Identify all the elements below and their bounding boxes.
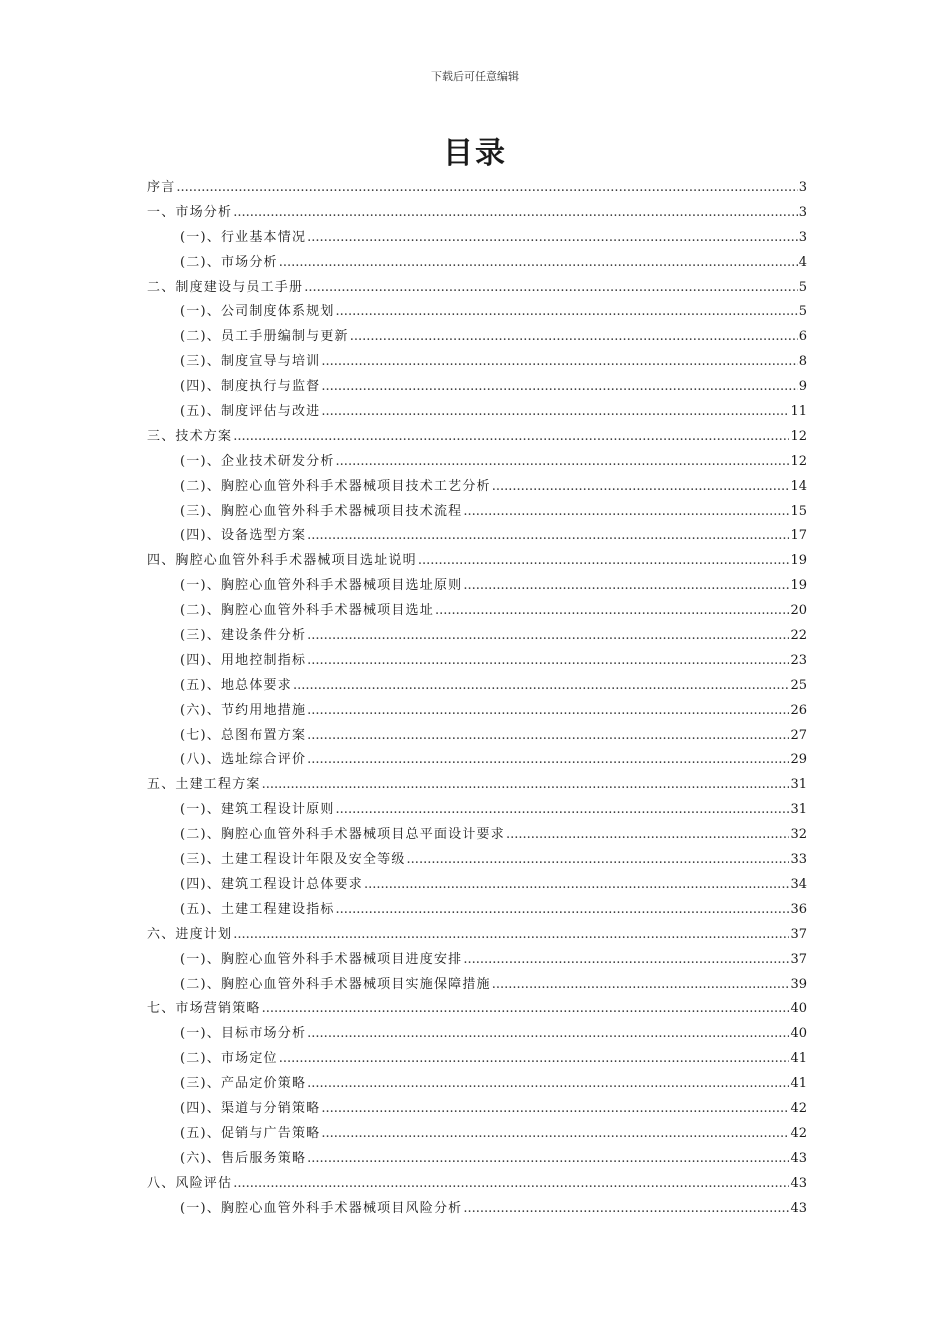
toc-entry-page-number: 26: [790, 702, 807, 718]
toc-entry-label: (三)、胸腔心血管外科手术器械项目技术流程: [180, 503, 463, 519]
toc-dot-leader: [307, 624, 789, 649]
toc-entry[interactable]: [147, 1072, 807, 1097]
toc-entry[interactable]: [147, 923, 807, 948]
toc-entry-page-number: 33: [790, 852, 807, 868]
toc-entry-label: (四)、建筑工程设计总体要求: [180, 876, 363, 892]
toc-dot-leader: [435, 599, 790, 624]
toc-dot-leader: [418, 549, 790, 574]
toc-entry-label: (一)、企业技术研发分析: [180, 453, 335, 469]
toc-entry[interactable]: [147, 624, 807, 649]
toc-dot-leader: [307, 724, 789, 749]
toc-dot-leader: [492, 475, 790, 500]
toc-entry[interactable]: [147, 748, 807, 773]
toc-dot-leader: [307, 226, 798, 251]
toc-entry[interactable]: [147, 973, 807, 998]
toc-entry-label: (二)、员工手册编制与更新: [180, 329, 349, 345]
toc-entry[interactable]: [147, 450, 807, 475]
toc-entry-label: (五)、制度评估与改进: [180, 404, 321, 420]
toc-entry-page-number: 41: [790, 1076, 807, 1092]
toc-entry-page-number: 5: [798, 304, 807, 320]
toc-entry-page-number: 42: [790, 1125, 807, 1141]
toc-entry-label: (三)、产品定价策略: [180, 1076, 307, 1092]
toc-entry-label: 五、土建工程方案: [147, 777, 261, 793]
toc-entry-label: (四)、设备选型方案: [180, 528, 307, 544]
toc-entry[interactable]: [147, 1047, 807, 1072]
toc-entry-label: (七)、总图布置方案: [180, 727, 307, 743]
toc-dot-leader: [364, 873, 790, 898]
toc-entry[interactable]: [147, 549, 807, 574]
toc-entry-label: (八)、选址综合评价: [180, 752, 307, 768]
toc-dot-leader: [279, 1047, 790, 1072]
toc-entry-label: (一)、公司制度体系规划: [180, 304, 335, 320]
toc-entry-page-number: 23: [790, 652, 807, 668]
toc-entry[interactable]: [147, 300, 807, 325]
toc-dot-leader: [321, 400, 789, 425]
toc-dot-leader: [307, 748, 789, 773]
toc-entry-page-number: 32: [790, 827, 807, 843]
toc-dot-leader: [321, 1097, 789, 1122]
toc-entry[interactable]: [147, 176, 807, 201]
toc-entry-page-number: 4: [798, 254, 807, 270]
toc-entry-label: (三)、制度宣导与培训: [180, 354, 321, 370]
toc-entry[interactable]: [147, 276, 807, 301]
toc-entry-page-number: 37: [790, 951, 807, 967]
toc-entry-page-number: 19: [790, 578, 807, 594]
toc-entry-label: (五)、促销与广告策略: [180, 1125, 321, 1141]
toc-entry-label: 一、市场分析: [147, 204, 233, 220]
toc-entry[interactable]: [147, 699, 807, 724]
toc-entry-page-number: 31: [790, 802, 807, 818]
toc-entry-label: (五)、地总体要求: [180, 677, 292, 693]
toc-dot-leader: [279, 251, 798, 276]
toc-entry[interactable]: [147, 226, 807, 251]
toc-dot-leader: [336, 300, 798, 325]
toc-entry-page-number: 43: [790, 1175, 807, 1191]
toc-dot-leader: [307, 1022, 789, 1047]
table-of-contents: [147, 176, 807, 1221]
toc-entry-page-number: 14: [790, 478, 807, 494]
toc-dot-leader: [233, 923, 789, 948]
toc-entry-page-number: 15: [790, 503, 807, 519]
toc-entry-page-number: 3: [798, 229, 807, 245]
toc-dot-leader: [307, 524, 789, 549]
toc-entry-label: (一)、目标市场分析: [180, 1026, 307, 1042]
toc-entry-label: (六)、售后服务策略: [180, 1150, 307, 1166]
toc-entry[interactable]: [147, 1122, 807, 1147]
toc-entry-page-number: 11: [790, 404, 807, 420]
toc-entry-page-number: 42: [790, 1100, 807, 1116]
toc-entry-label: (六)、节约用地措施: [180, 702, 307, 718]
toc-dot-leader: [307, 1072, 789, 1097]
toc-entry-page-number: 20: [790, 603, 807, 619]
page-title: 目录: [443, 136, 507, 171]
toc-entry-label: (二)、市场分析: [180, 254, 278, 270]
toc-dot-leader: [176, 176, 797, 201]
toc-dot-leader: [262, 997, 790, 1022]
toc-entry-page-number: 5: [798, 279, 807, 295]
toc-entry-label: 序言: [147, 180, 176, 195]
toc-entry-label: (二)、市场定位: [180, 1051, 278, 1067]
toc-entry-label: (一)、胸腔心血管外科手术器械项目进度安排: [180, 951, 463, 967]
toc-entry[interactable]: [147, 375, 807, 400]
toc-entry-page-number: 34: [790, 876, 807, 892]
toc-entry-page-number: 27: [790, 727, 807, 743]
toc-entry[interactable]: [147, 1147, 807, 1172]
toc-dot-leader: [233, 425, 789, 450]
toc-entry[interactable]: [147, 400, 807, 425]
toc-dot-leader: [463, 948, 789, 973]
toc-dot-leader: [463, 1197, 789, 1222]
toc-entry-page-number: 37: [790, 926, 807, 942]
toc-entry[interactable]: [147, 674, 807, 699]
toc-dot-leader: [293, 674, 790, 699]
toc-entry-label: (一)、建筑工程设计原则: [180, 802, 335, 818]
toc-dot-leader: [350, 325, 798, 350]
toc-entry[interactable]: [147, 350, 807, 375]
toc-entry-page-number: 19: [790, 553, 807, 569]
toc-entry-label: (三)、土建工程设计年限及安全等级: [180, 852, 406, 868]
toc-entry-label: (五)、土建工程建设指标: [180, 901, 335, 917]
toc-entry-label: (二)、胸腔心血管外科手术器械项目总平面设计要求: [180, 827, 505, 843]
toc-dot-leader: [307, 699, 789, 724]
toc-entry-page-number: 36: [790, 901, 807, 917]
toc-entry-label: (四)、用地控制指标: [180, 652, 307, 668]
toc-entry[interactable]: [147, 898, 807, 923]
toc-entry-page-number: 40: [790, 1001, 807, 1017]
toc-entry[interactable]: [147, 599, 807, 624]
toc-entry-label: (一)、胸腔心血管外科手术器械项目选址原则: [180, 578, 463, 594]
toc-entry[interactable]: [147, 823, 807, 848]
toc-entry[interactable]: [147, 1172, 807, 1197]
toc-entry-page-number: 8: [798, 354, 807, 370]
toc-entry[interactable]: [147, 500, 807, 525]
toc-entry[interactable]: [147, 848, 807, 873]
toc-entry[interactable]: [147, 201, 807, 226]
toc-entry[interactable]: [147, 475, 807, 500]
toc-entry-page-number: 6: [798, 329, 807, 345]
toc-entry-page-number: 9: [798, 379, 807, 395]
toc-entry-label: (三)、建设条件分析: [180, 628, 307, 644]
toc-entry[interactable]: [147, 524, 807, 549]
toc-entry-label: 三、技术方案: [147, 428, 233, 444]
toc-entry[interactable]: [147, 798, 807, 823]
toc-entry-label: 二、制度建设与员工手册: [147, 279, 304, 295]
toc-dot-leader: [262, 773, 790, 798]
toc-entry-page-number: 25: [790, 677, 807, 693]
toc-entry[interactable]: [147, 724, 807, 749]
toc-entry[interactable]: [147, 873, 807, 898]
toc-entry[interactable]: [147, 1097, 807, 1122]
toc-entry-page-number: 3: [798, 180, 807, 195]
toc-entry-page-number: 12: [790, 428, 807, 444]
toc-entry-page-number: 40: [790, 1026, 807, 1042]
toc-entry-page-number: 17: [790, 528, 807, 544]
toc-entry-label: (二)、胸腔心血管外科手术器械项目选址: [180, 603, 434, 619]
toc-entry[interactable]: [147, 773, 807, 798]
toc-entry-page-number: 39: [790, 976, 807, 992]
toc-dot-leader: [321, 1122, 789, 1147]
toc-entry-page-number: 43: [790, 1150, 807, 1166]
toc-entry-label: (四)、制度执行与监督: [180, 379, 321, 395]
toc-dot-leader: [463, 574, 789, 599]
toc-dot-leader: [492, 973, 790, 998]
toc-entry-label: (四)、渠道与分销策略: [180, 1100, 321, 1116]
toc-dot-leader: [307, 1147, 789, 1172]
toc-entry-label: (一)、行业基本情况: [180, 229, 307, 245]
toc-entry[interactable]: [147, 997, 807, 1022]
toc-entry-label: 七、市场营销策略: [147, 1001, 261, 1017]
toc-dot-leader: [336, 798, 790, 823]
toc-dot-leader: [321, 350, 797, 375]
toc-entry[interactable]: [147, 325, 807, 350]
toc-entry-page-number: 41: [790, 1051, 807, 1067]
toc-dot-leader: [336, 450, 790, 475]
toc-entry-page-number: 29: [790, 752, 807, 768]
toc-entry[interactable]: [147, 574, 807, 599]
toc-entry-page-number: 43: [790, 1200, 807, 1216]
toc-entry[interactable]: [147, 251, 807, 276]
toc-entry-label: 四、胸腔心血管外科手术器械项目选址说明: [147, 553, 417, 569]
toc-dot-leader: [407, 848, 790, 873]
toc-entry[interactable]: [147, 649, 807, 674]
toc-entry-page-number: 3: [798, 204, 807, 220]
toc-dot-leader: [233, 201, 798, 226]
header-note: 下载后可任意编辑: [431, 70, 519, 83]
toc-entry-label: (一)、胸腔心血管外科手术器械项目风险分析: [180, 1200, 463, 1216]
toc-dot-leader: [233, 1172, 789, 1197]
toc-entry-label: (二)、胸腔心血管外科手术器械项目实施保障措施: [180, 976, 491, 992]
toc-dot-leader: [321, 375, 797, 400]
toc-entry[interactable]: [147, 425, 807, 450]
toc-dot-leader: [463, 500, 789, 525]
toc-dot-leader: [307, 649, 789, 674]
toc-entry[interactable]: [147, 1022, 807, 1047]
toc-entry-label: (二)、胸腔心血管外科手术器械项目技术工艺分析: [180, 478, 491, 494]
toc-dot-leader: [506, 823, 790, 848]
toc-entry-page-number: 22: [790, 628, 807, 644]
toc-entry[interactable]: [147, 1197, 807, 1222]
toc-dot-leader: [304, 276, 798, 301]
toc-entry-page-number: 31: [790, 777, 807, 793]
toc-entry-label: 八、风险评估: [147, 1175, 233, 1191]
toc-entry-page-number: 12: [790, 453, 807, 469]
toc-entry[interactable]: [147, 948, 807, 973]
toc-dot-leader: [336, 898, 790, 923]
toc-entry-label: 六、进度计划: [147, 926, 233, 942]
